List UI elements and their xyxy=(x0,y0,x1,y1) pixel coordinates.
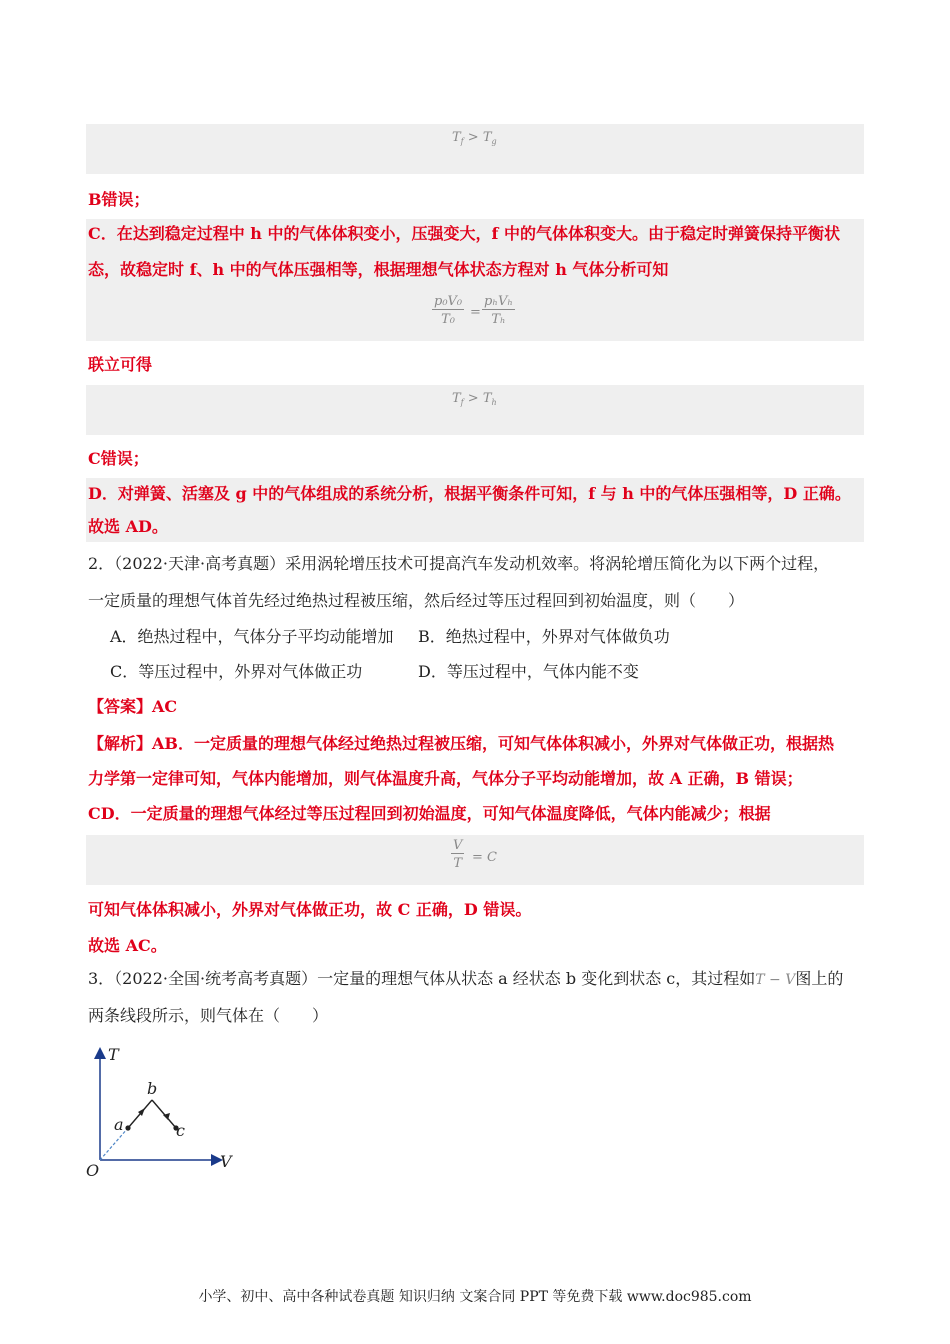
q2-option-b: B．绝热过程中，外界对气体做负功 xyxy=(418,627,670,646)
q2-analysis-line-4: 可知气体体积减小，外界对气体做正功，故 C 正确，D 错误。 xyxy=(88,900,532,919)
point-b-label: b xyxy=(147,1079,158,1098)
point-a xyxy=(125,1125,130,1130)
q3-stem-line-2: 两条线段所示，则气体在（ ） xyxy=(88,1006,329,1025)
q2-answer: 【答案】AC xyxy=(88,697,178,716)
q2-stem-line-2: 一定质量的理想气体首先经过绝热过程被压缩，然后经过等压过程回到初始温度，则（ ） xyxy=(88,591,745,610)
c-wrong-text: C错误； xyxy=(88,449,149,468)
b-wrong-text: B错误； xyxy=(88,190,150,209)
q2-option-d: D．等压过程中，气体内能不变 xyxy=(418,662,639,681)
point-c-label: c xyxy=(176,1121,185,1140)
q2-analysis-line-2: 力学第一定律可知，气体内能增加，则气体温度升高，气体分子平均动能增加，故 A 正确，B 错误； xyxy=(88,769,803,788)
x-axis-label: V xyxy=(220,1152,232,1171)
d-analysis-line: D．对弹簧、活塞及 g 中的气体组成的系统分析，根据平衡条件可知，f 与 h 中的气体压强相等，D 正确。 xyxy=(88,484,851,503)
origin-label: O xyxy=(86,1161,100,1180)
equation-tf-gt-th: $T_f > T_h$ xyxy=(452,391,497,407)
equals-c: = C xyxy=(472,850,497,865)
fraction-v-over-t: V T xyxy=(453,838,463,871)
y-axis-label: T xyxy=(108,1045,119,1064)
tv-graph xyxy=(80,1040,250,1180)
tv-symbol: T − V xyxy=(755,972,796,988)
choose-ad-text: 故选 AD。 xyxy=(88,517,168,536)
q3-stem-line-1: 3．（2022·全国·统考高考真题）一定量的理想气体从状态 a 经状态 b 变化到状态 c，其过程如T − V图上的 xyxy=(88,969,844,988)
point-a-label: a xyxy=(114,1115,124,1134)
q2-option-c: C．等压过程中，外界对气体做正功 xyxy=(110,662,363,681)
q2-choose-text: 故选 AC。 xyxy=(88,936,167,955)
page-footer: 小学、初中、高中各种试卷真题 知识归纳 文案合同 PPT 等免费下载 www.doc985.com xyxy=(198,1289,752,1305)
q2-stem-line-1: 2．（2022·天津·高考真题）采用涡轮增压技术可提高汽车发动机效率。将涡轮增压简化为以下两个过程， xyxy=(88,554,830,573)
equals-sign: = xyxy=(470,305,481,320)
fraction-left: p₀V₀ T₀ xyxy=(434,294,463,327)
fraction-right: pₕVₕ Tₕ xyxy=(484,294,513,327)
q2-option-a: A．绝热过程中，气体分子平均动能增加 xyxy=(110,627,394,646)
segment-bc xyxy=(152,1100,176,1128)
lianli-text: 联立可得 xyxy=(88,355,153,374)
q2-analysis-line-1: 【解析】AB．一定质量的理想气体经过绝热过程被压缩，可知气体体积减小，外界对气体做正功，根据热 xyxy=(88,734,834,753)
c-analysis-line-1: C．在达到稳定过程中 h 中的气体体积变小，压强变大，f 中的气体体积变大。由于稳定时弹簧保持平衡状 xyxy=(88,224,840,243)
equation-tf-gt-tg: $T_f > T_g$ xyxy=(452,130,497,146)
q2-analysis-line-3: CD．一定质量的理想气体经过等压过程回到初始温度，可知气体温度降低，气体内能减少；根据 xyxy=(88,804,771,823)
c-analysis-line-2: 态，故稳定时 f、h 中的气体压强相等，根据理想气体状态方程对 h 气体分析可知 xyxy=(88,260,669,279)
